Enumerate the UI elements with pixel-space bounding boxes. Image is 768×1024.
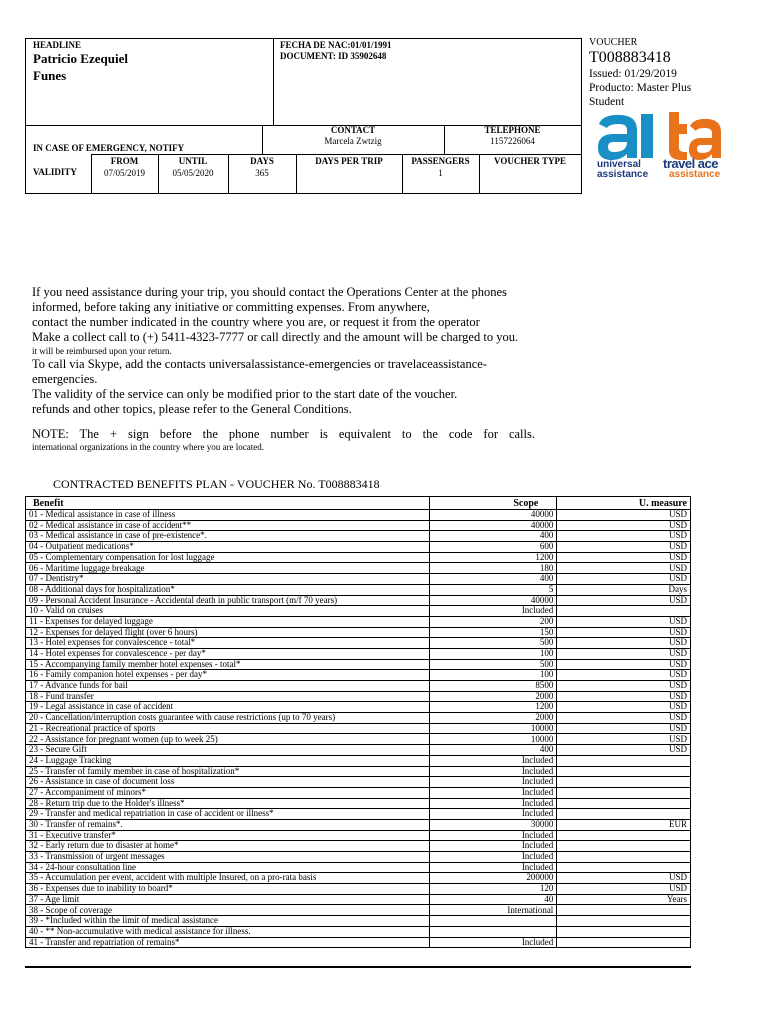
table-row <box>26 542 691 553</box>
scope-cell: Included <box>429 937 557 948</box>
unit-cell: USD <box>557 638 691 649</box>
logo1-text2: assistance <box>597 169 649 180</box>
scope-cell: 400 <box>429 531 557 542</box>
scope-cell <box>429 916 557 927</box>
table-row <box>26 755 691 766</box>
scope-cell: 500 <box>429 638 557 649</box>
scope-cell: 400 <box>429 574 557 585</box>
table-row <box>26 926 691 937</box>
days-value: 365 <box>255 168 269 178</box>
unit-cell: USD <box>557 542 691 553</box>
benefit-cell: 40 - ** Non-accumulative with medical assistance for illness. <box>26 926 430 937</box>
scope-cell: 1200 <box>429 702 557 713</box>
benefit-cell: 02 - Medical assistance in case of accident** <box>26 520 430 531</box>
unit-cell <box>557 916 691 927</box>
table-row <box>26 798 691 809</box>
divider <box>91 154 581 155</box>
table-row <box>26 584 691 595</box>
unit-cell <box>557 606 691 617</box>
scope-cell: International <box>429 905 557 916</box>
unit-cell: USD <box>557 648 691 659</box>
benefit-cell: 06 - Maritime luggage breakage <box>26 563 430 574</box>
scope-cell: 40000 <box>429 520 557 531</box>
benefit-cell: 20 - Cancellation/interruption costs guarantee with cause restrictions (up to 70 years) <box>26 713 430 724</box>
unit-cell <box>557 809 691 820</box>
table-row <box>26 520 691 531</box>
table-row <box>26 830 691 841</box>
contact-label: CONTACT <box>330 125 376 135</box>
until-label: UNTIL <box>178 156 208 166</box>
scope-cell: Included <box>429 841 557 852</box>
scope-cell: 2000 <box>429 691 557 702</box>
benefit-cell: 37 - Age limit <box>26 894 430 905</box>
bottom-rule <box>25 966 691 968</box>
table-row <box>26 852 691 863</box>
travel-ace-logo <box>663 112 735 182</box>
unit-cell: USD <box>557 691 691 702</box>
travel-ace-icon <box>663 112 727 162</box>
benefit-cell: 30 - Transfer of remains*. <box>26 819 430 830</box>
logo1-text1: universal <box>597 159 641 170</box>
passengers-value: 1 <box>438 168 443 178</box>
unit-cell: USD <box>557 574 691 585</box>
benefit-cell: 07 - Dentistry* <box>26 574 430 585</box>
benefit-cell: 17 - Advance funds for bail <box>26 681 430 692</box>
scope-cell: Included <box>429 852 557 863</box>
unit-cell: USD <box>557 734 691 745</box>
logo2-text2: assistance <box>669 169 721 180</box>
divider <box>273 39 274 125</box>
table-row <box>26 616 691 627</box>
table-row <box>26 659 691 670</box>
product-line1: Producto: Master Plus <box>589 82 692 94</box>
unit-cell: USD <box>557 873 691 884</box>
scope-cell: 400 <box>429 745 557 756</box>
unit-cell <box>557 787 691 798</box>
scope-cell: 100 <box>429 648 557 659</box>
benefit-cell: 35 - Accumulation per event, accident with multiple Insured, on a pro-rata basis <box>26 873 430 884</box>
table-row <box>26 574 691 585</box>
benefit-cell: 18 - Fund transfer <box>26 691 430 702</box>
benefit-cell: 11 - Expenses for delayed luggage <box>26 616 430 627</box>
table-row <box>26 595 691 606</box>
table-row <box>26 841 691 852</box>
scope-cell: 500 <box>429 659 557 670</box>
table-row <box>26 713 691 724</box>
benefit-cell: 13 - Hotel expenses for convalescence - total* <box>26 638 430 649</box>
benefit-cell: 24 - Luggage Tracking <box>26 755 430 766</box>
table-row <box>26 894 691 905</box>
unit-cell: USD <box>557 627 691 638</box>
scope-cell: Included <box>429 809 557 820</box>
headline-label: HEADLINE <box>33 40 82 50</box>
table-row <box>26 819 691 830</box>
info-line: it will be reimbursed upon your return. <box>32 346 172 356</box>
skype-line: emergencies. <box>32 372 98 386</box>
scope-cell: 40000 <box>429 510 557 521</box>
table-row <box>26 691 691 702</box>
holder-name-line1: Patricio Ezequiel <box>33 51 128 66</box>
benefit-cell: 32 - Early return due to disaster at home* <box>26 841 430 852</box>
benefit-cell: 12 - Expenses for delayed flight (over 6 hours) <box>26 627 430 638</box>
table-row <box>26 606 691 617</box>
scope-cell: 180 <box>429 563 557 574</box>
unit-cell: USD <box>557 723 691 734</box>
scope-cell: 200 <box>429 616 557 627</box>
benefit-cell: 38 - Scope of coverage <box>26 905 430 916</box>
table-row <box>26 905 691 916</box>
unit-cell <box>557 905 691 916</box>
benefit-cell: 05 - Complementary compensation for lost luggage <box>26 552 430 563</box>
table-row <box>26 787 691 798</box>
unit-cell: Years <box>557 894 691 905</box>
scope-cell: 2000 <box>429 713 557 724</box>
benefit-cell: 15 - Accompanying family member hotel expenses - total* <box>26 659 430 670</box>
holder-name-line2: Funes <box>33 68 67 83</box>
benefit-cell: 26 - Assistance in case of document loss <box>26 777 430 788</box>
benefit-cell: 33 - Transmission of urgent messages <box>26 852 430 863</box>
benefit-cell: 22 - Assistance for pregnant women (up to week 25) <box>26 734 430 745</box>
info-line: contact the number indicated in the country where you are, or request it from the operator <box>32 315 480 329</box>
unit-cell: USD <box>557 884 691 895</box>
table-row <box>26 670 691 681</box>
voucher-block <box>589 37 759 109</box>
telephone-label: TELEPHONE <box>484 125 541 135</box>
plan-title: CONTRACTED BENEFITS PLAN - VOUCHER No. T008883418 <box>53 477 380 491</box>
table-row <box>26 627 691 638</box>
scope-cell: Included <box>429 830 557 841</box>
table-row <box>26 873 691 884</box>
column-header-benefit: Benefit <box>26 497 430 510</box>
scope-cell: 100 <box>429 670 557 681</box>
assistance-instructions <box>32 285 562 417</box>
scope-cell: 10000 <box>429 734 557 745</box>
scope-cell: 10000 <box>429 723 557 734</box>
unit-cell <box>557 798 691 809</box>
unit-cell <box>557 852 691 863</box>
days-per-trip-label: DAYS PER TRIP <box>315 156 383 166</box>
benefit-cell: 21 - Recreational practice of sports <box>26 723 430 734</box>
unit-cell <box>557 755 691 766</box>
benefit-cell: 34 - 24-hour consultation line <box>26 862 430 873</box>
unit-cell: USD <box>557 563 691 574</box>
benefit-cell: 31 - Executive transfer* <box>26 830 430 841</box>
birth-date: FECHA DE NAC:01/01/1991 <box>280 40 392 50</box>
unit-cell <box>557 862 691 873</box>
table-row <box>26 638 691 649</box>
benefit-cell: 09 - Personal Accident Insurance - Accidental death in public transport (m/f 70 years) <box>26 595 430 606</box>
note-line-2: international organizations in the country where you are located. <box>32 442 265 452</box>
scope-cell: Included <box>429 606 557 617</box>
unit-cell: USD <box>557 713 691 724</box>
validity-note: refunds and other topics, please refer to the General Conditions. <box>32 402 352 416</box>
scope-cell: 1200 <box>429 552 557 563</box>
telephone-value: 1157226064 <box>490 136 535 146</box>
benefit-cell: 04 - Outpatient medications* <box>26 542 430 553</box>
table-row <box>26 510 691 521</box>
benefit-cell: 14 - Hotel expenses for convalescence - per day* <box>26 648 430 659</box>
scope-cell: 600 <box>429 542 557 553</box>
table-row <box>26 766 691 777</box>
column-header-scope: Scope <box>429 497 557 510</box>
benefit-cell: 29 - Transfer and medical repatriation in case of accident or illness* <box>26 809 430 820</box>
table-row <box>26 531 691 542</box>
info-line: informed, before taking any initiative or committing expenses. From anywhere, <box>32 300 430 314</box>
scope-cell: Included <box>429 798 557 809</box>
benefit-cell: 41 - Transfer and repatriation of remains* <box>26 937 430 948</box>
from-label: FROM <box>110 156 139 166</box>
scope-cell: 8500 <box>429 681 557 692</box>
scope-cell: Included <box>429 755 557 766</box>
until-value: 05/05/2020 <box>172 168 214 178</box>
unit-cell <box>557 830 691 841</box>
validity-label: VALIDITY <box>33 167 77 177</box>
universal-assistance-logo <box>595 112 659 182</box>
scope-cell <box>429 926 557 937</box>
unit-cell <box>557 926 691 937</box>
unit-cell: USD <box>557 745 691 756</box>
table-row <box>26 937 691 948</box>
logo2-text1: travel ace <box>663 156 718 171</box>
scope-cell: Included <box>429 777 557 788</box>
scope-cell: 30000 <box>429 819 557 830</box>
info-line: Make a collect call to (+) 5411-4323-7777 or call directly and the amount will be charged to you. <box>32 330 519 344</box>
passengers-label: PASSENGERS <box>411 156 470 166</box>
unit-cell: USD <box>557 510 691 521</box>
unit-cell <box>557 937 691 948</box>
unit-cell: USD <box>557 681 691 692</box>
universal-assistance-icon <box>595 112 659 162</box>
unit-cell: EUR <box>557 819 691 830</box>
table-row <box>26 702 691 713</box>
table-row <box>26 552 691 563</box>
unit-cell <box>557 841 691 852</box>
table-row <box>26 862 691 873</box>
table-row <box>26 648 691 659</box>
benefit-cell: 03 - Medical assistance in case of pre-existence*. <box>26 531 430 542</box>
benefit-cell: 01 - Medical assistance in case of illness <box>26 510 430 521</box>
scope-cell: 5 <box>429 584 557 595</box>
scope-cell: 150 <box>429 627 557 638</box>
table-row <box>26 723 691 734</box>
skype-line: To call via Skype, add the contacts universalassistance-emergencies or travelaceassistance- <box>32 357 487 371</box>
table-row <box>26 884 691 895</box>
benefit-cell: 19 - Legal assistance in case of accident <box>26 702 430 713</box>
document-id: DOCUMENT: ID 35902648 <box>280 51 387 61</box>
scope-cell: Included <box>429 787 557 798</box>
voucher-label: VOUCHER <box>589 37 638 48</box>
note-line: NOTE: The + sign before the phone number is equivalent to the code for calls. <box>32 427 535 441</box>
product-line2: Student <box>589 96 625 108</box>
scope-cell: Included <box>429 862 557 873</box>
benefit-cell: 16 - Family companion hotel expenses - per day* <box>26 670 430 681</box>
unit-cell: USD <box>557 595 691 606</box>
scope-cell: 40000 <box>429 595 557 606</box>
voucher-number: T008883418 <box>589 49 671 66</box>
table-row <box>26 777 691 788</box>
unit-cell: USD <box>557 552 691 563</box>
issued-date: Issued: 01/29/2019 <box>589 68 677 80</box>
unit-cell <box>557 766 691 777</box>
scope-cell: 200000 <box>429 873 557 884</box>
benefit-cell: 23 - Secure Gift <box>26 745 430 756</box>
info-line: If you need assistance during your trip, you should contact the Operations Center at the phones <box>32 285 507 299</box>
benefit-cell: 28 - Return trip due to the Holder's illness* <box>26 798 430 809</box>
scope-cell: 120 <box>429 884 557 895</box>
unit-cell <box>557 777 691 788</box>
unit-cell: USD <box>557 531 691 542</box>
unit-cell: USD <box>557 520 691 531</box>
validity-note: The validity of the service can only be modified prior to the start date of the voucher. <box>32 387 458 401</box>
benefit-cell: 08 - Additional days for hospitalization* <box>26 584 430 595</box>
benefit-cell: 36 - Expenses due to inability to board* <box>26 884 430 895</box>
table-row <box>26 809 691 820</box>
contact-value: Marcela Zwtzig <box>324 136 382 146</box>
benefit-cell: 27 - Accompaniment of minors* <box>26 787 430 798</box>
unit-cell: USD <box>557 616 691 627</box>
benefit-cell: 25 - Transfer of family member in case of hospitalization* <box>26 766 430 777</box>
emergency-label: IN CASE OF EMERGENCY, NOTIFY <box>33 143 185 153</box>
table-row <box>26 681 691 692</box>
benefit-cell: 10 - Valid on cruises <box>26 606 430 617</box>
voucher-type-label: VOUCHER TYPE <box>494 156 566 166</box>
unit-cell: USD <box>557 702 691 713</box>
days-label: DAYS <box>250 156 274 166</box>
table-row <box>26 745 691 756</box>
table-row <box>26 916 691 927</box>
table-row <box>26 734 691 745</box>
scope-cell: 40 <box>429 894 557 905</box>
benefit-cell: 39 - *Included within the limit of medical assistance <box>26 916 430 927</box>
unit-cell: USD <box>557 670 691 681</box>
holder-info-box <box>25 38 582 194</box>
benefits-table <box>25 496 691 948</box>
table-header-row <box>26 497 691 510</box>
unit-cell: USD <box>557 659 691 670</box>
column-header-unit: U. measure <box>557 497 691 510</box>
unit-cell: Days <box>557 584 691 595</box>
from-value: 07/05/2019 <box>103 168 145 178</box>
table-row <box>26 563 691 574</box>
scope-cell: Included <box>429 766 557 777</box>
